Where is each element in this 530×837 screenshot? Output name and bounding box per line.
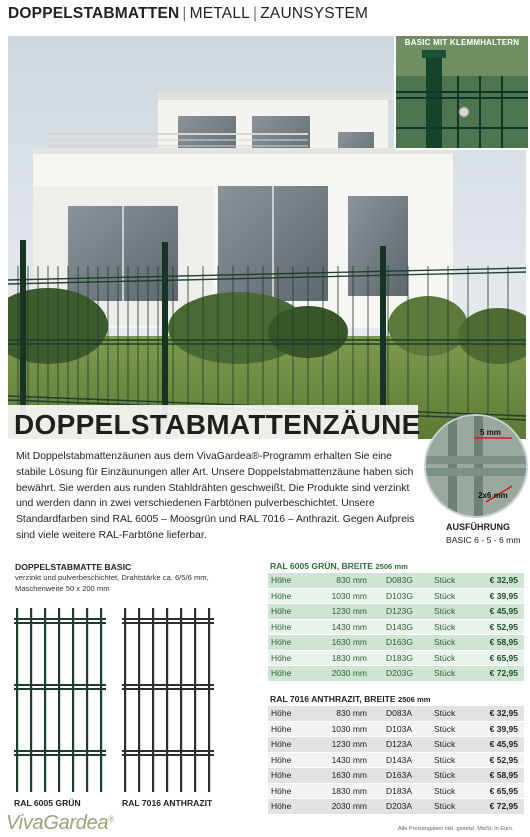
table-row [268,706,524,721]
row-label: Höhe [268,721,322,737]
panel-green-drawing [14,608,106,792]
header-separator: | [253,5,258,22]
table-row [268,752,524,768]
row-label: Höhe [268,573,322,588]
row-height: 1430 mm [322,619,383,635]
row-label: Höhe [268,604,322,620]
table-row [268,635,524,651]
table-anthracite-width: 2506 mm [397,695,431,704]
wire-detail-illustration [426,416,526,516]
row-price: € 39,95 [477,588,524,604]
row-label: Höhe [268,799,322,815]
row-height: 1630 mm [322,768,383,784]
row-label: Höhe [268,650,322,666]
inset-clamp-photo [394,36,528,150]
price-footnote: Alle Preisangaben inkl. gesetzl. MwSt. in Euro. [398,826,514,832]
row-height: 1230 mm [322,604,383,620]
row-price: € 45,95 [477,604,524,620]
row-unit: Stück [431,737,477,753]
row-label: Höhe [268,737,322,753]
product-description: verzinkt und pulverbeschichtet, Drahtstärke ca. 6/5/6 mm, Maschenweite 50 x 200 mm [15,573,209,593]
inset-label: BASIC MIT KLEMMHALTERN [404,38,520,47]
row-article-code: D143G [383,619,431,635]
row-article-code: D123A [383,737,431,753]
brand-logo-mark: ® [108,814,114,824]
row-height: 1830 mm [322,650,383,666]
row-unit: Stück [431,619,477,635]
table-green-width: 2506 mm [375,562,408,571]
row-label: Höhe [268,619,322,635]
row-price: € 52,95 [477,619,524,635]
page-header [8,5,368,23]
row-price: € 52,95 [477,752,524,768]
product-title: DOPPELSTABMATTE BASIC [15,562,132,572]
row-price: € 32,95 [477,573,524,588]
table-row [268,619,524,635]
row-unit: Stück [431,573,477,588]
page-title: DOPPELSTABMATTENZÄUNE [14,409,421,440]
row-height: 830 mm [322,573,383,588]
clamp-post-illustration [396,36,528,148]
detail-label-top: 5 mm [480,428,501,437]
row-price: € 39,95 [477,721,524,737]
row-unit: Stück [431,635,477,651]
row-article-code: D203A [383,799,431,815]
panel-anthracite-label: RAL 7016 ANTHRAZIT [122,798,213,808]
header-separator: | [182,5,187,22]
row-unit: Stück [431,783,477,799]
row-height: 2030 mm [322,799,383,815]
row-height: 1630 mm [322,635,383,651]
header-material: METALL [189,5,250,22]
intro-text: Mit Doppelstabmattenzäunen aus dem VivaGardea®-Programm erhalten Sie eine stabile Lösung für Einzäunungen aller Art. Unsere Doppelstabmattenzäune haben sich bewährt. Sie werden aus runden Stahldrähten geschweißt. Die Produkte sind verzinkt und werden dann in zwei verschiedenen Farbtönen pulverbeschichtet. Unsere Standardfarben sind RAL 6005 – Moosgrün und RAL 7016 – Anthrazit. Gegen Aufpreis sind viele weitere RAL-Farbtöne lieferbar. [16,451,415,541]
table-row [268,799,524,815]
table-anthracite-title [270,694,431,704]
row-price: € 45,95 [477,737,524,753]
table-row [268,588,524,604]
row-height: 1230 mm [322,737,383,753]
fence-panel-anthracite [122,608,214,797]
row-article-code: D163A [383,768,431,784]
header-system: ZAUNSYSTEM [260,5,369,22]
row-article-code: D123G [383,604,431,620]
row-price: € 32,95 [477,706,524,721]
row-article-code: D103A [383,721,431,737]
row-unit: Stück [431,706,477,721]
table-row [268,604,524,620]
row-unit: Stück [431,721,477,737]
row-price: € 58,95 [477,635,524,651]
row-height: 1430 mm [322,752,383,768]
row-article-code: D083G [383,573,431,588]
row-price: € 65,95 [477,783,524,799]
table-row [268,666,524,682]
detail-label-bottom: 2x6 mm [478,491,508,500]
row-height: 830 mm [322,706,383,721]
row-unit: Stück [431,666,477,682]
row-unit: Stück [431,650,477,666]
row-article-code: D143A [383,752,431,768]
price-table-green [268,573,524,682]
row-price: € 58,95 [477,768,524,784]
row-label: Höhe [268,783,322,799]
brand-logo-text: VivaGardea [6,812,109,834]
table-row [268,650,524,666]
fence-panel-green [14,608,106,797]
row-unit: Stück [431,604,477,620]
table-green-title-text: RAL 6005 GRÜN, BREITE [270,561,373,571]
row-price: € 65,95 [477,650,524,666]
row-unit: Stück [431,752,477,768]
row-unit: Stück [431,799,477,815]
row-label: Höhe [268,768,322,784]
price-table-anthracite [268,706,524,815]
row-article-code: D163G [383,635,431,651]
panel-anthracite-drawing [122,608,214,792]
table-row [268,573,524,588]
wire-detail-photo [424,414,528,518]
row-height: 1030 mm [322,588,383,604]
row-article-code: D203G [383,666,431,682]
row-price: € 72,95 [477,666,524,682]
table-row [268,768,524,784]
panel-green-label: RAL 6005 GRÜN [14,798,81,808]
row-height: 2030 mm [322,666,383,682]
row-label: Höhe [268,588,322,604]
row-article-code: D183G [383,650,431,666]
row-unit: Stück [431,768,477,784]
table-row [268,737,524,753]
row-article-code: D083A [383,706,431,721]
table-row [268,721,524,737]
table-green-title [270,561,408,571]
row-label: Höhe [268,706,322,721]
table-anthracite-title-text: RAL 7016 ANTHRAZIT, BREITE [270,694,396,704]
row-label: Höhe [268,635,322,651]
row-price: € 72,95 [477,799,524,815]
brand-logo [6,812,114,835]
row-label: Höhe [268,666,322,682]
row-unit: Stück [431,588,477,604]
row-article-code: D103G [383,588,431,604]
row-article-code: D183A [383,783,431,799]
header-category: DOPPELSTABMATTEN [8,5,180,22]
row-height: 1830 mm [322,783,383,799]
ausfuehrung-value: BASIC 6 - 5 - 6 mm [446,535,521,545]
ausfuehrung-title: AUSFÜHRUNG [446,522,510,532]
row-label: Höhe [268,752,322,768]
table-row [268,783,524,799]
row-height: 1030 mm [322,721,383,737]
